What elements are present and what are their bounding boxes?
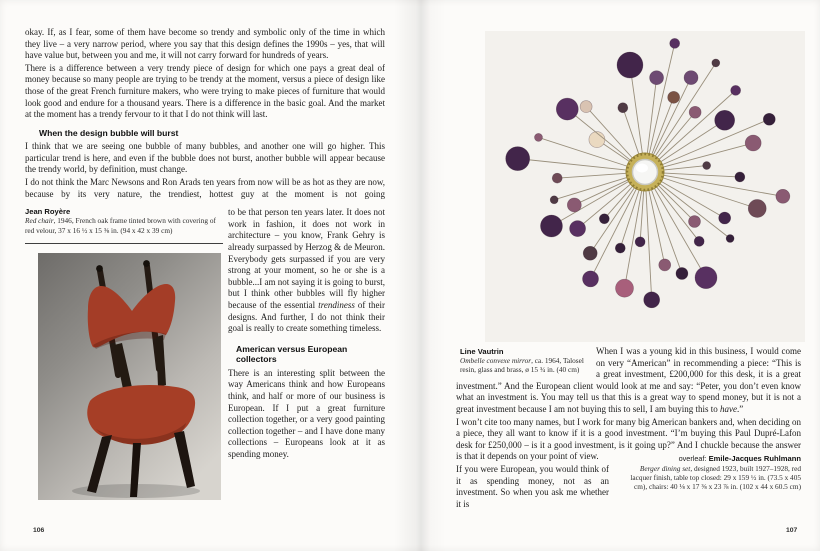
two-column-section: [25, 207, 385, 505]
figure-caption-ruhlmann: [617, 454, 801, 491]
chair-figure-column: [25, 207, 225, 505]
narrow-text-column: [228, 207, 385, 505]
paragraph-text: of their designs. And further, I do not think their goal is really to create something timeless.: [228, 299, 385, 334]
caption-artist: Jean Royère: [25, 207, 71, 217]
caption-artist: Line Vautrin: [460, 347, 504, 356]
body-paragraph: There is an interesting split between the way Americans think and how Europeans think, and half or more of our business is European. If I put a great furniture collection together, or a very good painting collection together – and I have done many collections – Europeans look at it as spending money.: [228, 367, 385, 459]
paragraph-text: chuckle because the answer is that it depends on your point of view.: [456, 439, 801, 462]
body-paragraph: There is a difference between a very trendy piece of design for which one pays a great deal of money because so many people are trying to be trendy at the moment, versus a piece of design like those of the great French furniture makers, who were trying to make pieces of furniture that would look good and endure for a thousand years. There is a difference in the basic goal. And the market at the moment has a trendy fervour to it that I do not think will last.: [25, 62, 385, 120]
body-paragraph: okay. If, as I fear, some of them have become so trendy and symbolic only of the time in which they live – a very narrow period, where you say that this design defines the 1990s – yes, that will have value but, between you and me, it will not carry forward for hundreds of years.: [25, 27, 385, 61]
body-paragraph: [228, 207, 385, 335]
figure-caption-royere: [25, 207, 225, 235]
paragraph-text: .”: [736, 403, 744, 414]
right-page-text: [456, 346, 801, 511]
paragraph-text: I won’t cite too many names, but I work for many big American bankers and, when deciding on a piece, they all want to know if it is a good investment. “I’m buying this Paul Dupré-Lafon desk for £250,000 – is it a good investment, is it going up?” And I: [456, 416, 801, 450]
caption-details: , designed 1923, built 1927–1928, red lacquer finish, table top closed: 29 x 159 ½ in. (73.5 x 405 cm), chairs: 40 ⅛ x 17 ⅜ x 23 ⅞ in. (102 x 44 x 60.5 cm): [630, 463, 801, 491]
caption-work-title: Red chair: [25, 216, 54, 226]
paragraph-text: When I was a young kid in this business, I would come on very “American” in recommending a piece: “This is a great investment, £200,000 for this desk, it is a great investment.” And the European client would look at me and say: “Peter, you don’t even know what an investment is. You may tell us that this is a great way to spend money, but it is not a great investment because I am not buying this to sell, I am buying this to: [456, 346, 801, 414]
page-number-right: 107: [786, 527, 798, 534]
body-paragraph: I do not think the Marc Newsons and Ron Arads ten years from now will be as hot as they are now, because by its very nature, the trendiest, hottest guy at the moment is not going: [25, 177, 385, 199]
caption-artist: Emile-Jacques Ruhlmann: [708, 454, 801, 464]
caption-details: , ca. 1964, Talosel resin, glass and brass, ø 15 ¾ in. (40 cm): [460, 356, 584, 375]
red-chair-photo: [38, 253, 221, 500]
italic-word: trendiness: [318, 299, 355, 310]
paragraph-text: to be that person ten years later. It does not work in fashion, it does not work in architecture – you know, Frank Gehry is already surpassed by Herzog & de Meuron. Everybody gets surpassed if you are very strong at your moment, so he or she is a bubble...I am not saying it is going to burst, but I think other bubbles will fly higher because of the essential: [228, 207, 385, 310]
italic-word: have: [719, 403, 737, 414]
body-paragraph: I think that we are seeing one bubble of many bubbles, and another one will go higher. This particular trend is here, and even if the bubble does not burst, another bubble will appear because the trendy world, by definition, must change.: [25, 141, 385, 175]
section-heading-bubble: When the design bubble will burst: [39, 127, 179, 138]
caption-work-title: Berger dining set: [639, 463, 691, 473]
left-page: [25, 27, 385, 505]
body-paragraph: If you were European, you would think of it as spending money, not as an investment. So when you ask me whether it is: [456, 463, 609, 509]
page-number-left: 106: [33, 527, 45, 534]
figure-caption-vautrin: [460, 347, 588, 375]
sunburst-mirror-photo: [485, 31, 805, 342]
caption-work-title: Ombelle convexe mirror: [460, 356, 532, 366]
section-heading-collectors: American versus European collectors: [236, 343, 348, 365]
caption-prefix: overleaf:: [678, 454, 709, 464]
caption-rule: [25, 243, 223, 244]
caption-details: , 1946, French oak frame tinted brown with covering of red velour, 37 x 16 ½ x 15 ⅜ in. (94 x 42 x 39 cm): [25, 216, 216, 235]
page-gutter-shadow: [394, 0, 446, 551]
